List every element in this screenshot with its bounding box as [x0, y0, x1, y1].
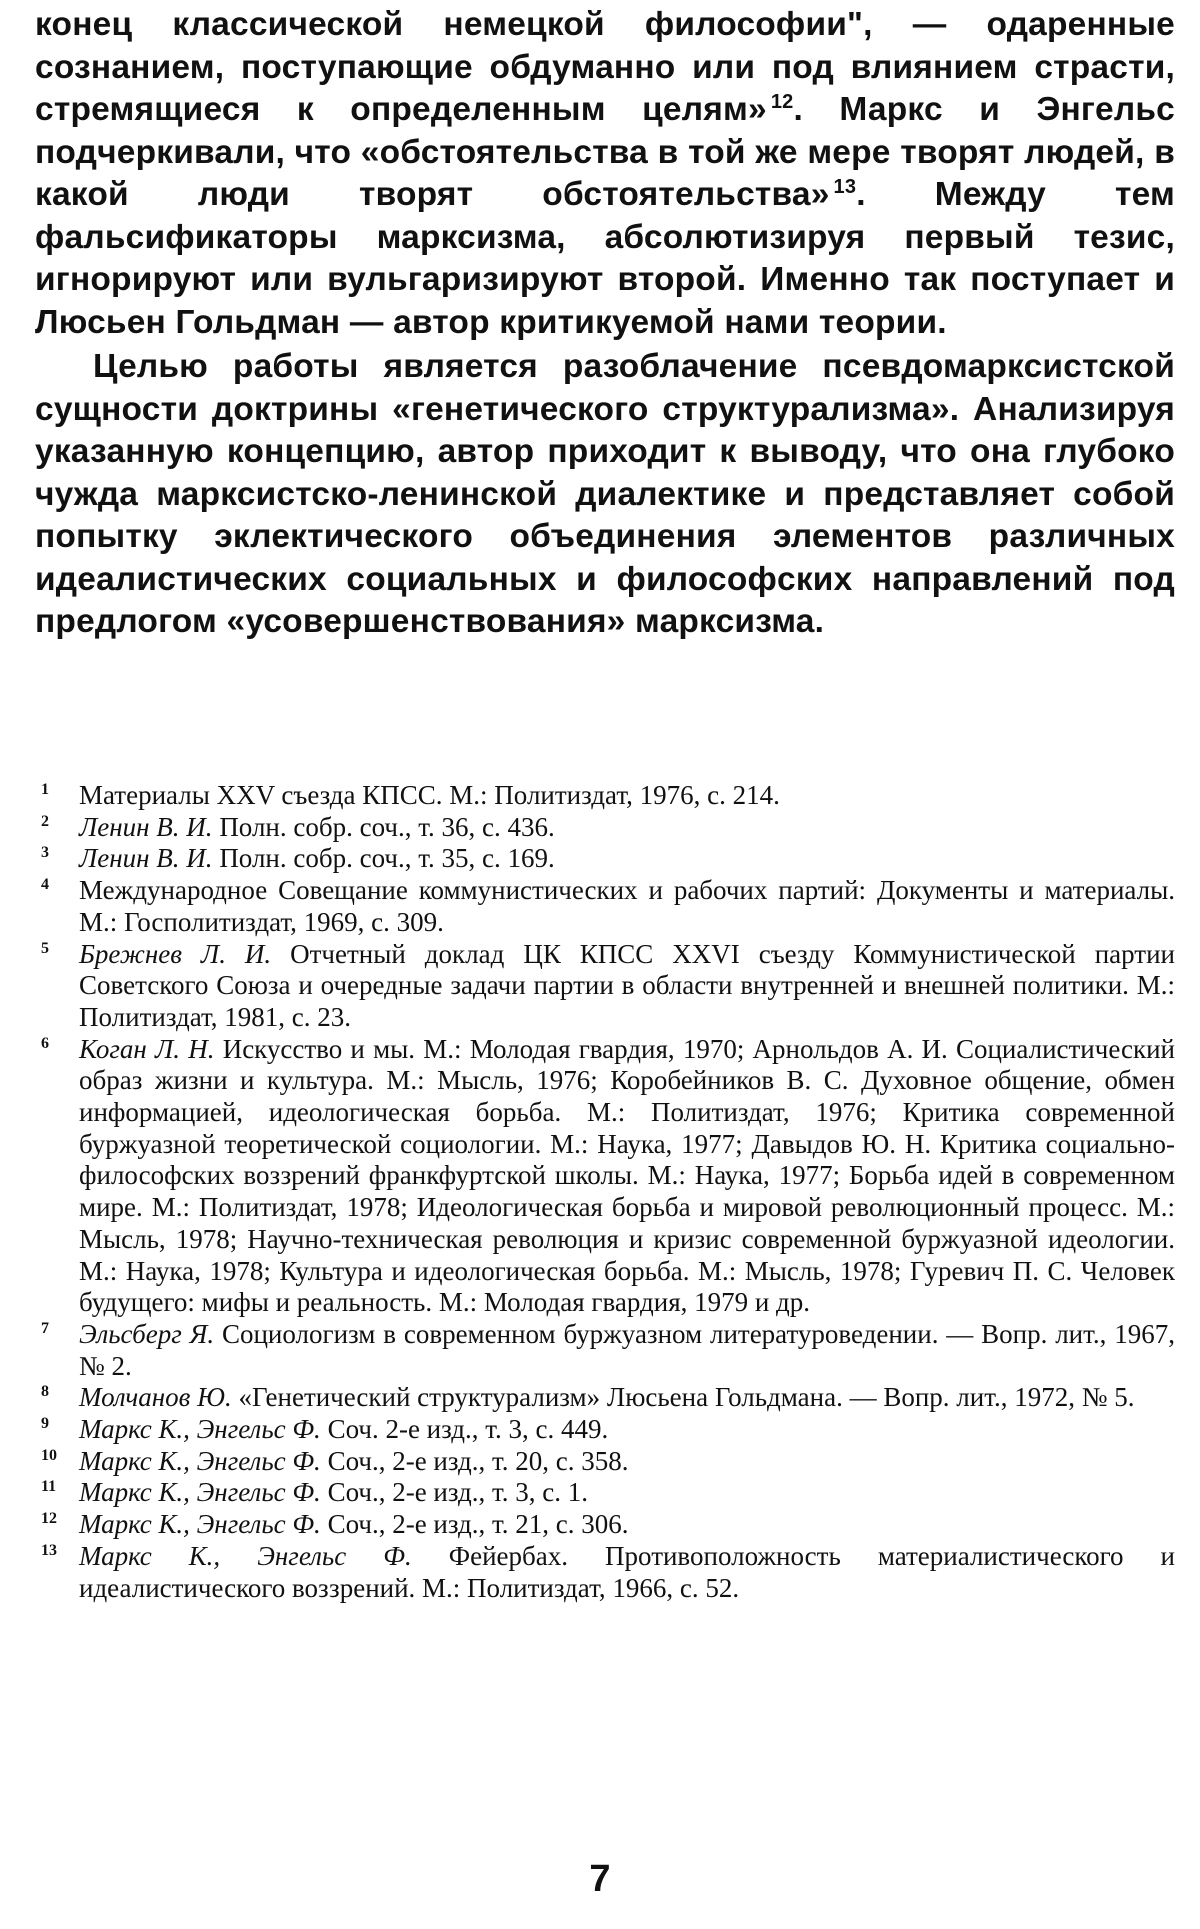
footnote-number: 13 [41, 1541, 57, 1559]
footnote-number: 3 [41, 844, 49, 862]
page-number: 7 [589, 1858, 611, 1900]
body-paragraph-1-end: . Между тем фальсификаторы марксизма, абсолютизируя первый тезис, игнорируют или вульгаризируют второй. Именно так поступает и Люсьен Гольдман — автор критикуемой нами теории. [35, 176, 1175, 341]
footnote-number: 12 [41, 1510, 57, 1528]
footnote-number: 4 [41, 876, 49, 894]
body-paragraph-1-start: конец классической немецкой философии", — одаренные сознанием, поступающие обдуманно или под влиянием страсти, стремящиеся к определенным целям» [35, 6, 1175, 128]
footnote [35, 1319, 1175, 1382]
footnote-text: Соч., 2-е изд., т. 20, с. 358. [320, 1445, 629, 1476]
footnote-text: Искусство и мы. М.: Молодая гвардия, 1970; Арнольдов А. И. Социалистический образ жизни и культура. М.: Мысль, 1976; Коробейников В. С. Духовное общение, обмен информацией, идеологическая борьба. М.: Политиздат, 1976; Критика современной буржуазной теоретической социологии. М.: Наука, 1977; Давыдов Ю. Н. Критика социально-философских воззрений франкфуртской школы. М.: Наука, 1977; Борьба идей в современном мире. М.: Политиздат, 1978; Идеологическая борьба и мировой революционный процесс. М.: Мысль, 1978; Научно-техническая революция и кризис современной буржуазной идеологии. М.: Наука, 1978; Культура и идеологическая борьба. М.: Мысль, 1978; Гуревич П. С. Человек будущего: мифы и реальность. М.: Молодая гвардия, 1979 и др. [79, 1033, 1175, 1318]
footnote-ref-13: 13 [833, 175, 857, 198]
footnote [35, 1382, 1175, 1414]
footnote-text: Фейербах. Противоположность материалистического и идеалистического воззрений. М.: Политиздат, 1966, с. 52. [79, 1540, 1175, 1603]
footnote-author: Коган Л. Н. [79, 1033, 215, 1064]
footnote [35, 1034, 1175, 1319]
footnote-text: Социологизм в современном буржуазном литературоведении. — Вопр. лит., 1967, № 2. [79, 1318, 1175, 1381]
footnote-author: Маркс К., Энгельс Ф. [79, 1414, 321, 1445]
footnote-number: 11 [41, 1478, 57, 1496]
footnote-author: Молчанов Ю. [79, 1382, 232, 1413]
footnote-author: Эльсберг Я. [79, 1318, 215, 1349]
footnote-author: Маркс К., Энгельс Ф. [79, 1445, 321, 1476]
footnote-author: Ленин В. И. [79, 843, 213, 874]
footnote-text: Отчетный доклад ЦК КПСС XXVI съезду Коммунистической партии Советского Союза и очередные задачи партии в области внутренней и внешней политики. М.: Политиздат, 1981, с. 23. [79, 938, 1175, 1032]
footnote-author: Ленин В. И. [79, 811, 213, 842]
footnote-number: 10 [41, 1446, 57, 1464]
footnote [35, 780, 1175, 812]
footnote [35, 939, 1175, 1034]
footnote-ref-12: 12 [770, 90, 794, 113]
footnote-text: Соч., 2-е изд., т. 3, с. 1. [320, 1477, 589, 1508]
footnote [35, 1477, 1175, 1509]
body-paragraph-1-middle: . Маркс и Энгельс подчеркивали, что «обстоятельства в той же мере творят людей, в какой люди творят обстоятельства» [35, 91, 1175, 213]
footnote [35, 812, 1175, 844]
footnote-number: 8 [41, 1383, 49, 1401]
footnote-text: Полн. собр. соч., т. 35, с. 169. [212, 843, 555, 874]
footnote [35, 875, 1175, 938]
footnote-author: Маркс К., Энгельс Ф. [79, 1509, 321, 1540]
footnote-number: 5 [41, 939, 49, 957]
footnote [35, 1509, 1175, 1541]
body-paragraph-1 [35, 4, 1175, 344]
footnote-number: 2 [41, 812, 49, 830]
footnote-number: 6 [41, 1034, 49, 1052]
footnote-number: 7 [41, 1319, 49, 1337]
footnote-number: 1 [41, 781, 49, 798]
footnote-number: 9 [41, 1415, 49, 1433]
footnote-text: Соч. 2-е изд., т. 3, с. 449. [320, 1414, 609, 1445]
footnote-text: Полн. собр. соч., т. 36, с. 436. [212, 811, 555, 842]
main-text [35, 4, 1175, 644]
footnote [35, 1541, 1175, 1604]
footnote-author: Маркс К., Энгельс Ф. [79, 1477, 321, 1508]
footnote [35, 1414, 1175, 1446]
footnote-author: Маркс К., Энгельс Ф. [79, 1540, 412, 1571]
footnote-text: «Генетический структурализм» Люсьена Гольдмана. — Вопр. лит., 1972, № 5. [231, 1382, 1135, 1413]
body-paragraph-2: Целью работы является разоблачение псевдомарксистской сущности доктрины «генетического структурализма». Анализируя указанную концепцию, автор приходит к выводу, что она глубоко чужда марксистско-ленинской диалектике и представляет собой попытку эклектического объединения элементов различных идеалистических социальных и философских направлений под предлогом «усовершенствования» марксизма. [35, 348, 1175, 640]
footnote-text: Материалы XXV съезда КПСС. М.: Политиздат, 1976, с. 214. [79, 780, 780, 810]
footnote [35, 843, 1175, 875]
footnotes-list [35, 780, 1175, 1604]
footnote-text: Международное Совещание коммунистических и рабочих партий: Документы и материалы. М.: Госполитиздат, 1969, с. 309. [79, 875, 1175, 937]
footnote-text: Соч., 2-е изд., т. 21, с. 306. [320, 1509, 629, 1540]
footnote [35, 1446, 1175, 1478]
footnote-author: Брежнев Л. И. [79, 938, 272, 969]
